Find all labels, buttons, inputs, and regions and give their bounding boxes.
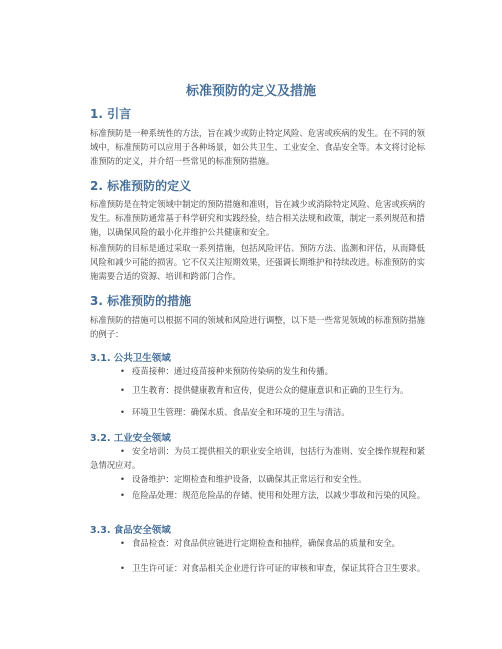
list-item [90,364,428,378]
list-item [90,488,428,502]
list-item [90,472,428,486]
bullet-icon: • [120,446,125,456]
section-heading-measures: 3. 标准预防的措施 [90,294,192,308]
list-item [90,536,428,550]
list-item-text: 食品检查：对食品供应链进行定期检查和抽样，确保食品的质量和安全。 [132,538,400,548]
bullet-icon: • [120,490,125,500]
paragraph-definition-1: 标准预防是在特定领域中制定的预防措施和准则，旨在减少或消除特定风险、危害或疾病的发生。标准预防通常基于科学研究和实践经验，结合相关法规和政策，制定一系列规范和措施，以确保风险的最小化并维护公共健康和安全。 [90,199,425,237]
bullet-icon: • [120,407,125,417]
list-item [90,561,428,575]
list-item-text: 卫生教育：提供健康教育和宣传，促进公众的健康意识和正确的卫生行为。 [132,385,409,395]
bullet-icon: • [120,366,125,376]
bullet-icon: • [120,538,125,548]
paragraph-definition-2: 标准预防的目标是通过采取一系列措施，包括风险评估、预防方法、监测和评估，从而降低风险和减少可能的损害。它不仅关注短期效果，还强调长期维护和持续改进。标准预防的实施需要合适的资源、培训和跨部门合作。 [90,243,425,281]
section-heading-introduction: 1. 引言 [90,107,132,121]
list-item [90,383,428,397]
list-item-text: 安全培训：为员工提供相关的职业安全培训，包括行为准则、安全操作规程和紧急情况应对。 [90,446,426,470]
list-item-text: 危险品处理：规范危险品的存储、使用和处理方法，以减少事故和污染的风险。 [132,490,426,500]
section-heading-definition: 2. 标准预防的定义 [90,179,192,193]
list-item-text: 设备维护：定期检查和维护设备，以确保其正常运行和安全性。 [132,474,367,484]
list-item [90,444,428,472]
list-item [90,405,428,419]
subsection-heading-public-health: 3.1. 公共卫生领域 [90,353,171,364]
list-item-text: 疫苗接种：通过疫苗接种来预防传染病的发生和传播。 [132,366,333,376]
paragraph-introduction: 标准预防是一种系统性的方法，旨在减少或防止特定风险、危害或疾病的发生。在不同的领域中，标准预防可以应用于各种场景，如公共卫生、工业安全、食品安全等。本文将讨论标准预防的定义，并介绍一些常见的标准预防措施。 [90,128,425,166]
document-title: 标准预防的定义及措施 [185,84,316,99]
subsection-heading-industrial-safety: 3.2. 工业安全领域 [90,433,171,444]
paragraph-measures: 标准预防的措施可以根据不同的领域和风险进行调整，以下是一些常见领域的标准预防措施的例子： [90,315,425,339]
list-item-text: 环境卫生管理：确保水质、食品安全和环境的卫生与清洁。 [132,407,350,417]
bullet-icon: • [120,474,125,484]
bullet-icon: • [120,563,125,573]
list-item-text: 卫生许可证：对食品相关企业进行许可证的审核和审查，保证其符合卫生要求。 [132,563,426,573]
bullet-icon: • [120,385,125,395]
subsection-heading-food-safety: 3.3. 食品安全领域 [90,525,171,536]
